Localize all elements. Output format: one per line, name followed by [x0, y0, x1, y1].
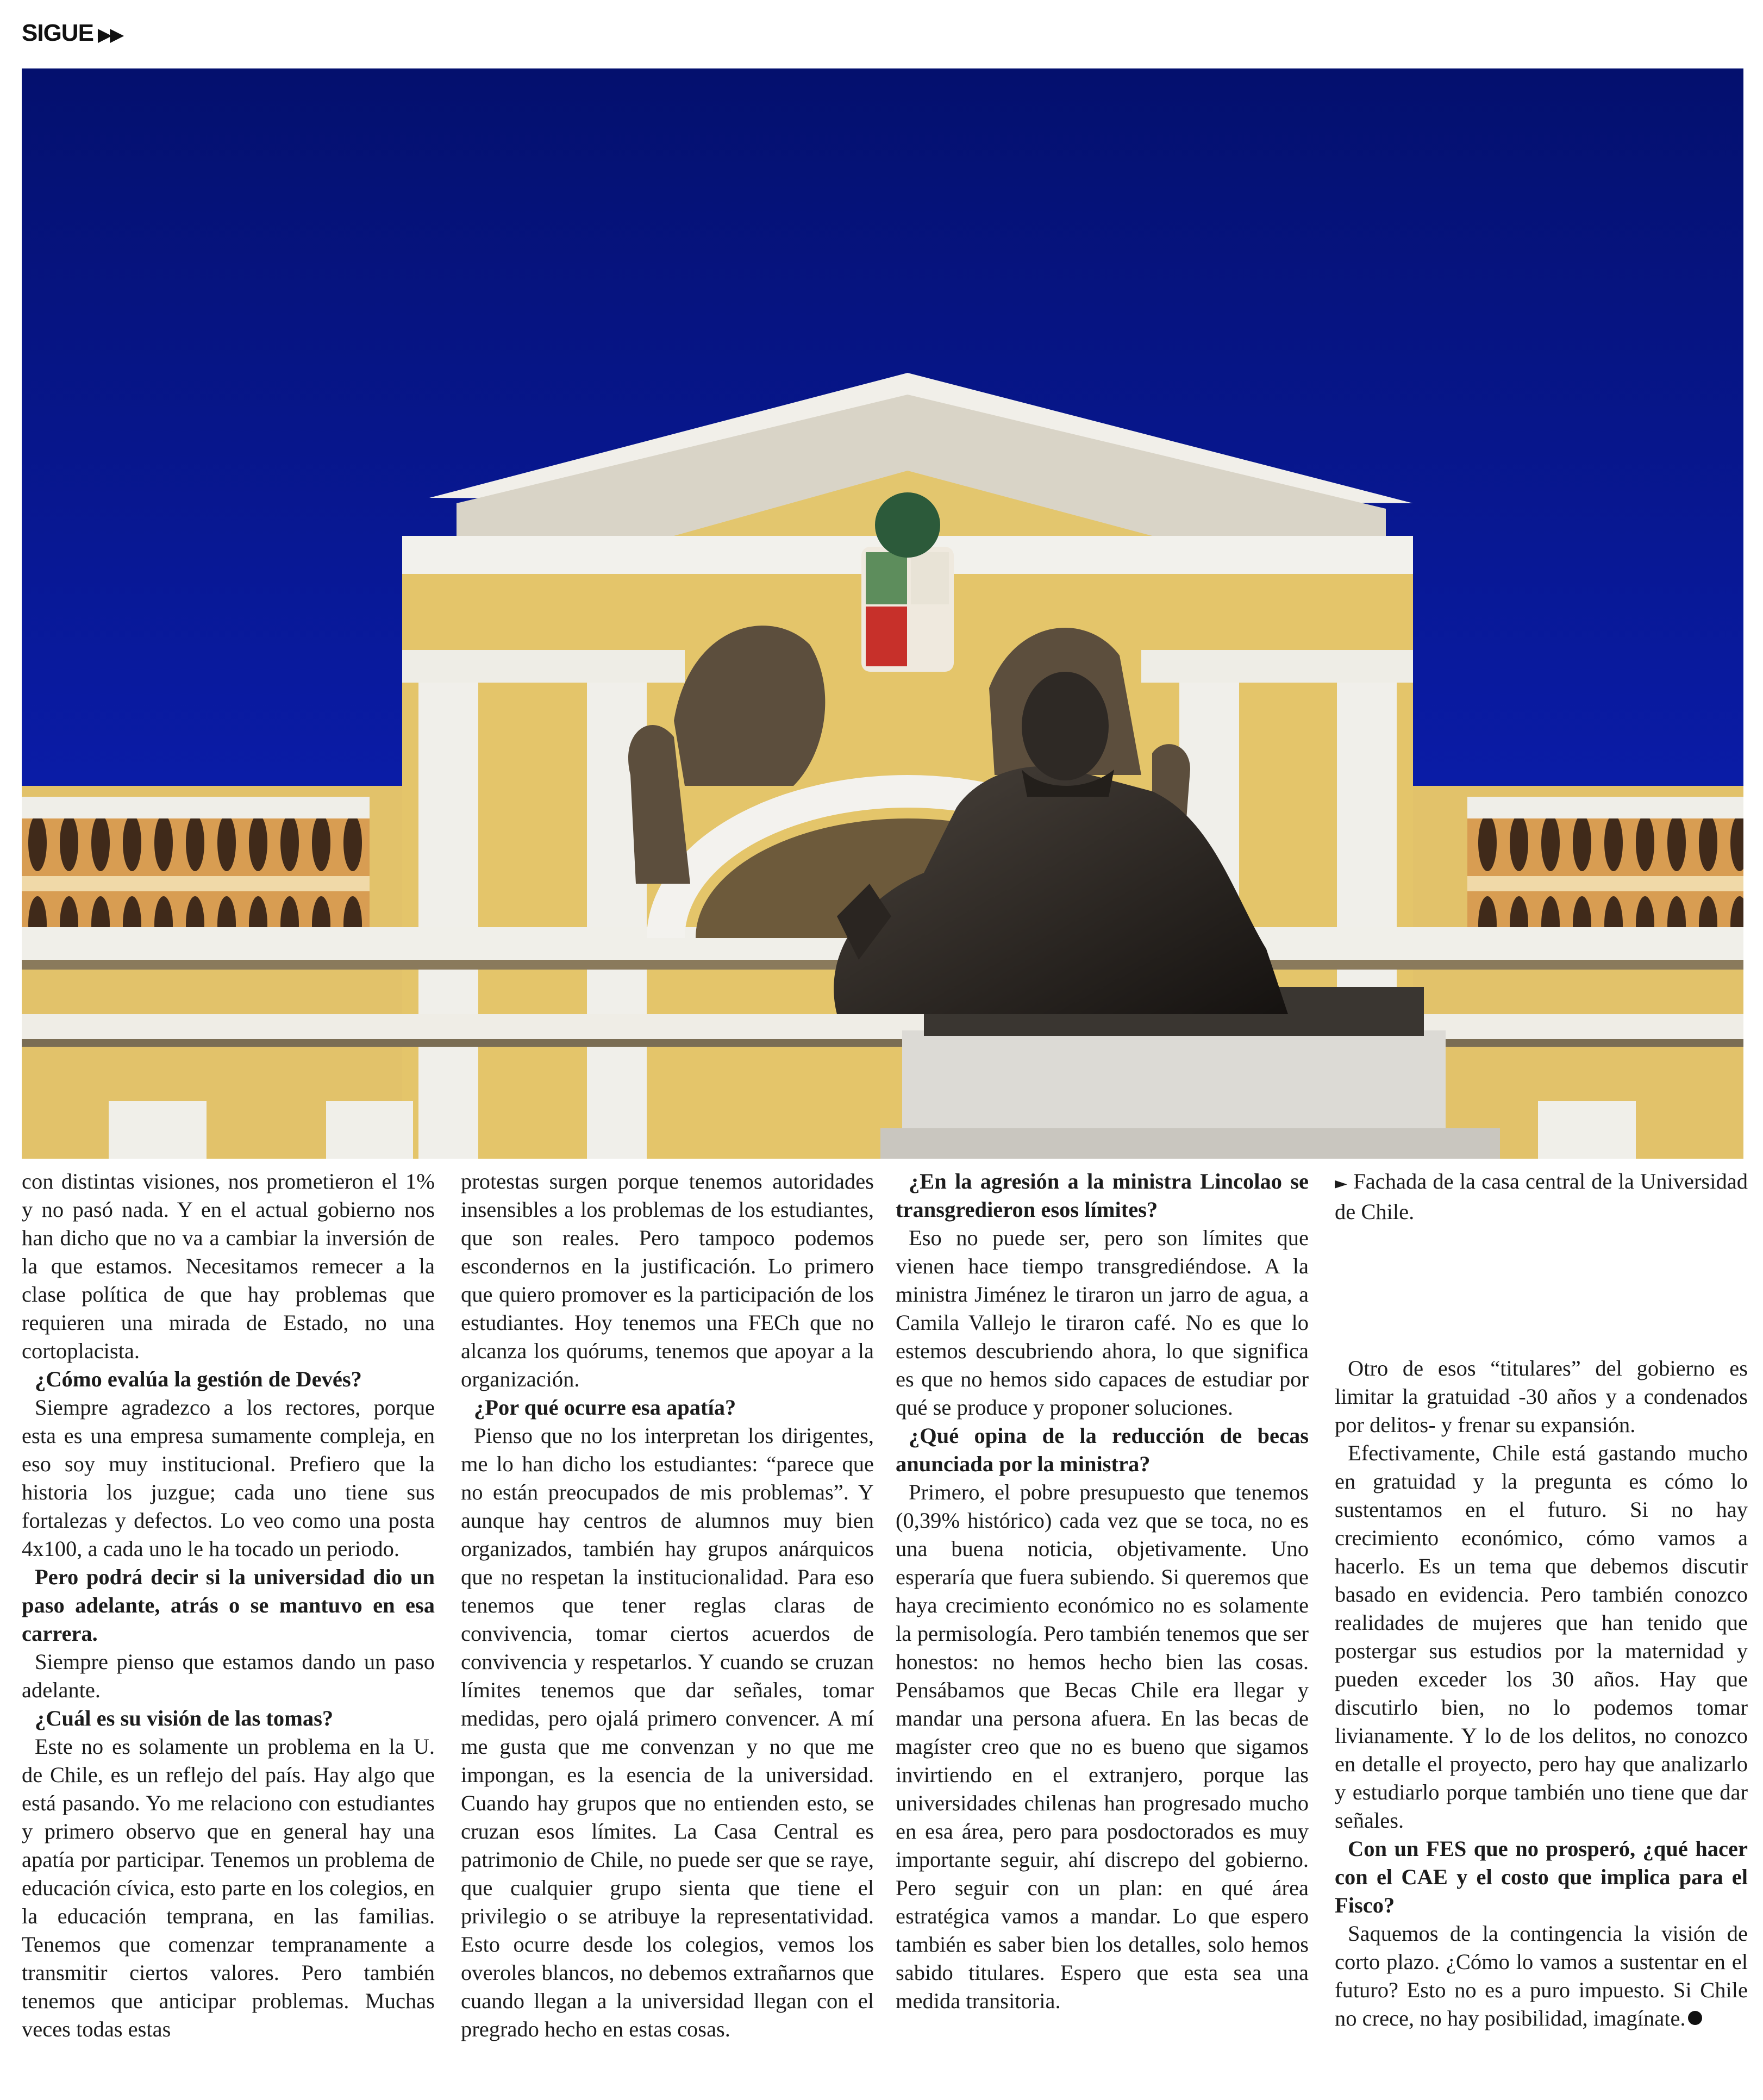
paragraph: con distintas visiones, nos prometieron el 1% y no pasó nada. Y en el actual gobierno nos han dicho que no va a cambiar la inversión de la que estamos. Necesitamos remecer a la clase política de que hay problemas que requieren una mirada de Estado, no una cortoplacista. — [22, 1169, 435, 1363]
paragraph: protestas surgen porque tenemos autoridades insensibles a los problemas de los estudiantes, que son reales. Pero tampoco podemos escondernos en la justificación. Lo primero que quiero promover es la participación de los estudiantes. Hoy tenemos una FECh que no alcanza los quórums, tenemos que apoyar a la organización. — [461, 1169, 874, 1391]
text-column-4 — [1335, 1167, 1748, 2091]
section-label-text: SIGUE — [22, 20, 93, 46]
paragraph: Siempre pienso que estamos dando un paso adelante. — [22, 1649, 435, 1702]
question: ¿En la agresión a la ministra Lincolao se transgredieron esos límites? — [896, 1169, 1309, 1222]
paragraph-final — [1335, 1920, 1748, 2033]
question: Con un FES que no prosperó, ¿qué hacer con el CAE y el costo que implica para el Fisco? — [1335, 1836, 1748, 1917]
forward-arrows-icon: ▶▶ — [97, 24, 122, 45]
section-label — [22, 20, 122, 47]
paragraph: Primero, el pobre presupuesto que tenemos (0,39% histórico) cada vez que se toca, no es una buena noticia, objetivamente. Uno esperaría que fuera subiendo. Si queremos que haya crecimiento económico no es solamente la permisología. Pero también tenemos que ser honestos: no hemos hecho bien las cosas. Pensábamos que Becas Chile era llegar y mandar una persona afuera. En las becas de magíster creo que no es bueno que sigamos invirtiendo en el extranjero, porque las universidades chilenas han progresado mucho en esa área, pero para posdoctorados es muy importante seguir, ahí discrepo del gobierno. Pero seguir con un plan: en qué área estratégica vamos a mandar. Lo que espero también es saber bien los detalles, solo hemos sabido titulares. Espero que esta sea una medida transitoria. — [896, 1480, 1309, 2013]
paragraph: Este no es solamente un problema en la U. de Chile, es un reflejo del país. Hay algo que está pasando. Yo me relaciono con estudiantes y primero observo que en general hay una apatía por participar. Tenemos un problema de educación cívica, esto parte en los colegios, en la educación temprana, en las familias. Tenemos que comenzar tempranamente a transmitir ciertos valores. Pero también tenemos que anticipar problemas. Muchas veces todas estas — [22, 1734, 435, 2041]
paragraph: Pienso que no los interpretan los dirigentes, me lo han dicho los estudiantes: “parece que no están preocupados de mis problemas”. Y aunque hay centros de alumnos muy bien organizados, también hay grupos anárquicos que no respetan la institucionalidad. Para eso tenemos que tener reglas claras de convivencia, tomar ciertos acuerdos de convivencia y respetarlos. Y cuando se cruzan límites tenemos que dar señales, tomar medidas, pero ojalá primero convencer. A mí me gusta que me convenzan y no que me impongan, es la esencia de la universidad. Cuando hay grupos que no entienden esto, se cruzan esos límites. La Casa Central es patrimonio de Chile, no puede ser que se raye, que cualquier grupo sienta que tiene el privilegio o se atribuye la representatividad. Esto ocurre desde los colegios, vemos los overoles blancos, no debemos extrañarnos que cuando llegan a la universidad llegan con el pregrado hecho en estas cosas. — [461, 1423, 874, 2041]
spacer — [1335, 1226, 1748, 1354]
end-mark-icon — [1688, 2011, 1702, 2025]
text-column-3 — [896, 1167, 1309, 2091]
photo-caption — [1335, 1167, 1748, 1226]
paragraph: Siempre agradezco a los rectores, porque esta es una empresa sumamente compleja, en eso soy muy institucional. Prefiero que la historia los juzgue; cada uno tiene sus fortalezas y defectos. Lo veo como una posta 4x100, a cada uno le ha tocado un periodo. — [22, 1395, 435, 1561]
text-column-2 — [461, 1167, 874, 2091]
question: ¿Cuál es su visión de las tomas? — [35, 1706, 334, 1730]
paragraph: Eso no puede ser, pero son límites que vienen hace tiempo transgrediéndose. A la ministra Jiménez le tiraron un jarro de agua, a Camila Vallejo le tiraron café. No es que lo estemos descubriendo ahora, lo que significa es que no hemos sido capaces de estudiar por qué se produce y proponer soluciones. — [896, 1226, 1309, 1420]
caption-marker-icon: ► — [1335, 1174, 1348, 1193]
question: ¿Qué opina de la reducción de becas anunciada por la ministra? — [896, 1423, 1309, 1476]
text-column-1 — [22, 1167, 435, 2091]
question: ¿Cómo evalúa la gestión de Devés? — [35, 1367, 362, 1391]
main-photo — [22, 68, 1743, 1159]
paragraph: Otro de esos “titulares” del gobierno es limitar la gratuidad -30 años y a condenados por delitos- y frenar su expansión. — [1335, 1356, 1748, 1437]
caption-text: Fachada de la casa central de la Universidad de Chile. — [1335, 1169, 1748, 1224]
paragraph-final-text: Saquemos de la contingencia la visión de corto plazo. ¿Cómo lo vamos a sustentar en el futuro? Esto no es a puro impuesto. Si Chile no crece, no hay posibilidad, imagínate. — [1335, 1921, 1748, 2030]
paragraph: Efectivamente, Chile está gastando mucho en gratuidad y la pregunta es cómo lo sustentamos en el futuro. Si no hay crecimiento económico, cómo vamos a hacerlo. Es un tema que debemos discutir basado en evidencia. Pero también conozco realidades de mujeres que han tenido que postergar sus estudios por la maternidad y pueden exceder los 30 años. Hay que discutirlo bien, no lo podemos tomar livianamente. Y lo de los delitos, no conozco en detalle el proyecto, pero hay que analizarlo y estudiarlo porque también uno tiene que dar señales. — [1335, 1441, 1748, 1833]
question: Pero podrá decir si la universidad dio un paso adelante, atrás o se mantuvo en esa carrera. — [22, 1565, 435, 1646]
question: ¿Por qué ocurre esa apatía? — [474, 1395, 736, 1420]
